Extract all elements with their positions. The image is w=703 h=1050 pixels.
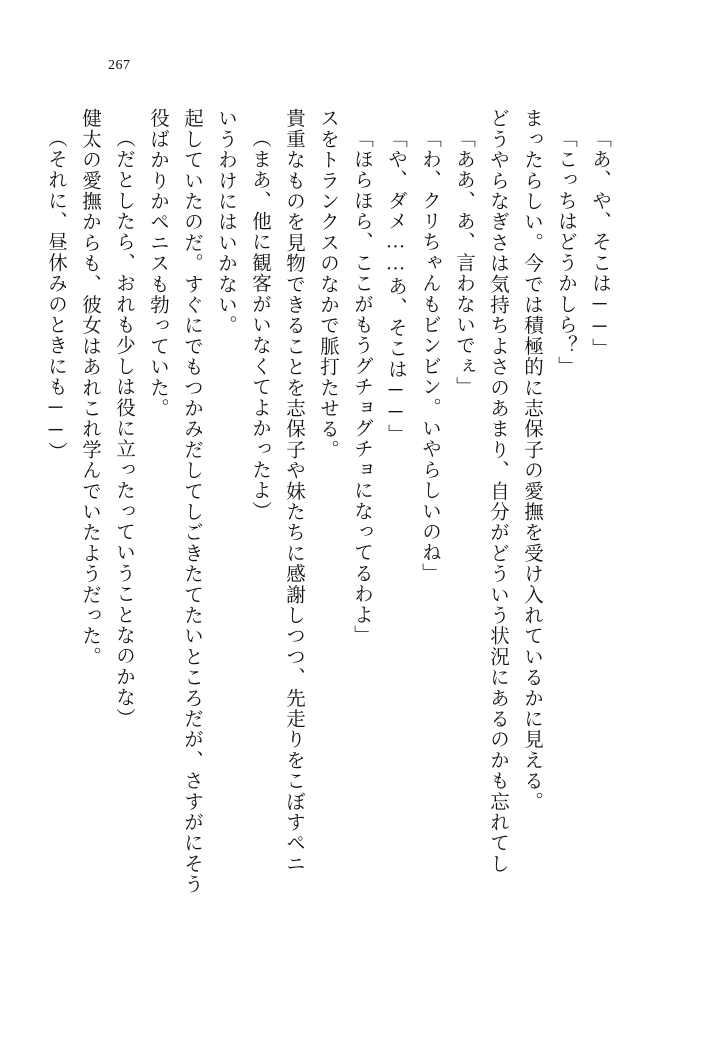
page-number: 267: [108, 58, 131, 73]
text-line: どうやらなぎさは気持ちよさのあまり、自分がどういう状況にあるのかも忘れてし: [487, 108, 508, 874]
text-line: 役ばかりかペニスも勃っていた。: [147, 108, 168, 419]
text-line: 貴重なものを見物できることを志保子や妹たちに感謝しつつ、先走りをこぼすペニ: [283, 108, 304, 874]
text-line: 「こっちはどうかしら？」: [555, 128, 576, 377]
text-line: 「や、ダメ……あ、そこは──」: [385, 128, 406, 445]
text-line: （それに、昼休みのときにも──）: [45, 128, 66, 463]
text-line: 「ほらほら、ここがもうグチョグチョになってるわよ」: [351, 128, 372, 646]
text-line: スをトランクスのなかで脈打たせる。: [317, 108, 338, 460]
text-line: 起していたのだ。すぐにでもつかみだしてしごきたてたいところだが、さすがにそう: [181, 108, 202, 895]
text-line: 健太の愛撫からも、彼女はあれこれ学んでいたようだった。: [79, 108, 100, 667]
text-line: 「ああ、あ、言わないでぇ」: [453, 128, 474, 398]
text-line: いうわけにはいかない。: [215, 108, 236, 336]
text-line: （まあ、他に観客がいなくてよかったよ）: [249, 128, 270, 522]
text-line: 「わ、クリちゃんもビンビン。いやらしいのね」: [419, 128, 440, 584]
text-line: （だとしたら、おれも少しは役に立ったっていうことなのかな）: [113, 128, 134, 729]
text-line: 「あ、や、そこは──」: [589, 128, 610, 359]
body-text-block: [33, 108, 611, 988]
text-line: まったらしい。今では積極的に志保子の愛撫を受け入れているかに見える。: [521, 108, 542, 812]
